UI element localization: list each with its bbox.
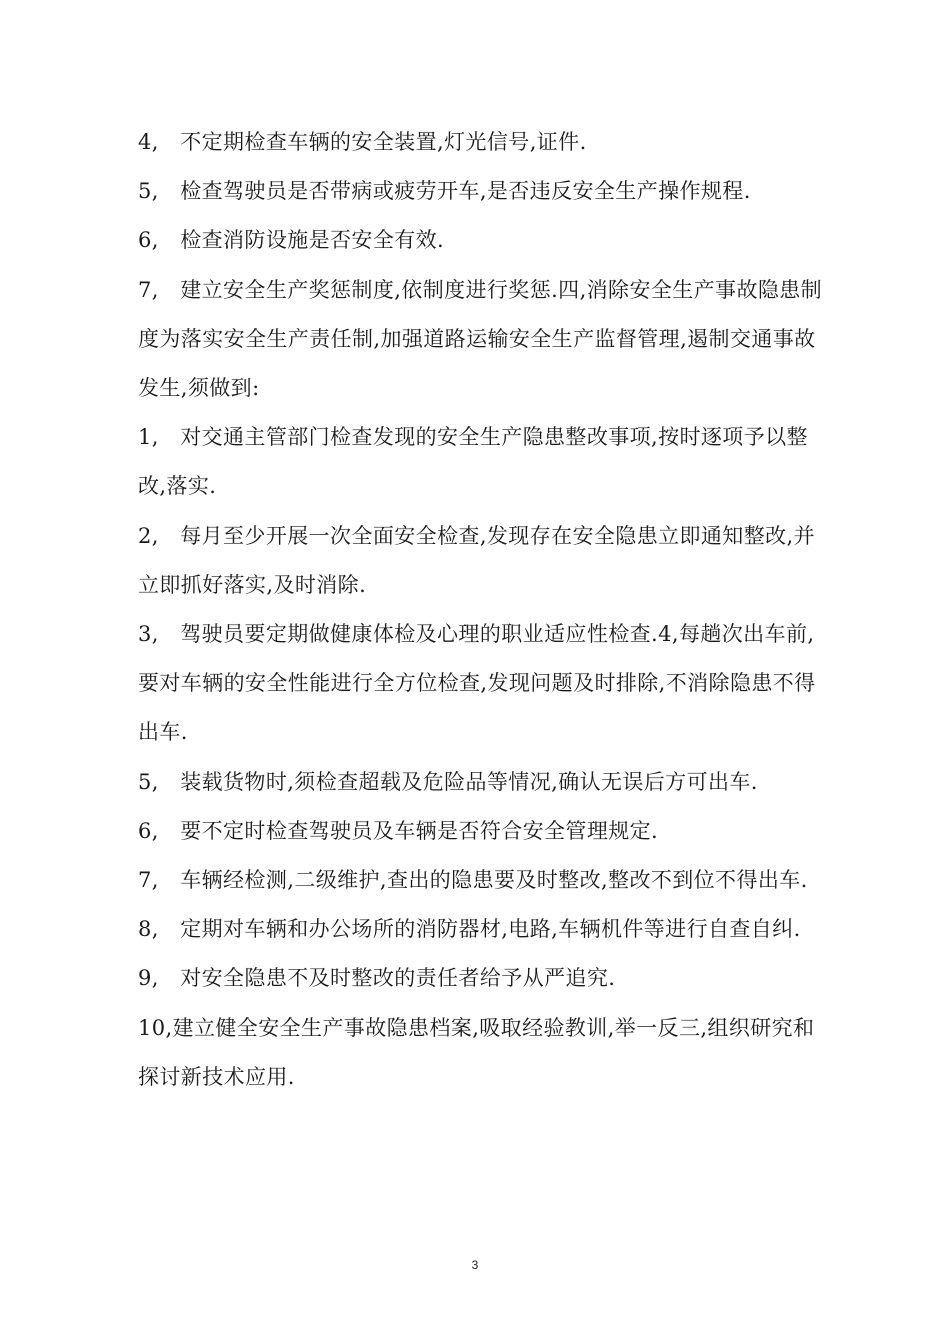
paragraph: 1, 对交通主管部门检查发现的安全生产隐患整改事项,按时逐项予以整改,落实. — [138, 425, 808, 499]
page-number: 3 — [471, 1258, 479, 1272]
paragraph: 10,建立健全安全生产事故隐患档案,吸取经验教训,举一反三,组织研究和探讨新技术应用. — [138, 1015, 815, 1089]
paragraph: 9, 对安全隐患不及时整改的责任者给予从严追究. — [138, 966, 616, 991]
paragraph: 7, 建立安全生产奖惩制度,依制度进行奖惩.四,消除安全生产事故隐患制度为落实安全生产责任制,加强道路运输安全生产监督管理,遏制交通事故发生,须做到: — [138, 277, 823, 401]
paragraph: 4, 不定期检查车辆的安全装置,灯光信号,证件. — [138, 130, 587, 154]
paragraph: 6, 要不定时检查驾驶员及车辆是否符合安全管理规定. — [138, 818, 659, 843]
paragraph: 3, 驾驶员要定期做健康体检及心理的职业适应性检查.4,每趟次出车前,要对车辆的安全性能进行全方位检查,发现问题及时排除,不消除隐患不得出车. — [138, 622, 816, 745]
paragraph: 5, 装载货物时,须检查超载及危险品等情况,确认无误后方可出车. — [138, 769, 758, 794]
paragraph: 2, 每月至少开展一次全面安全检查,发现存在安全隐患立即通知整改,并立即抓好落实,及时消除. — [138, 523, 815, 597]
paragraph: 8, 定期对车辆和办公场所的消防器材,电路,车辆机件等进行自查自纠. — [138, 917, 801, 942]
document-body — [138, 118, 828, 1102]
paragraph: 6, 检查消防设施是否安全有效. — [138, 228, 445, 253]
paragraph: 7, 车辆经检测,二级维护,查出的隐患要及时整改,整改不到位不得出车. — [138, 868, 808, 893]
paragraph: 5, 检查驾驶员是否带病或疲劳开车,是否违反安全生产操作规程. — [138, 179, 751, 204]
